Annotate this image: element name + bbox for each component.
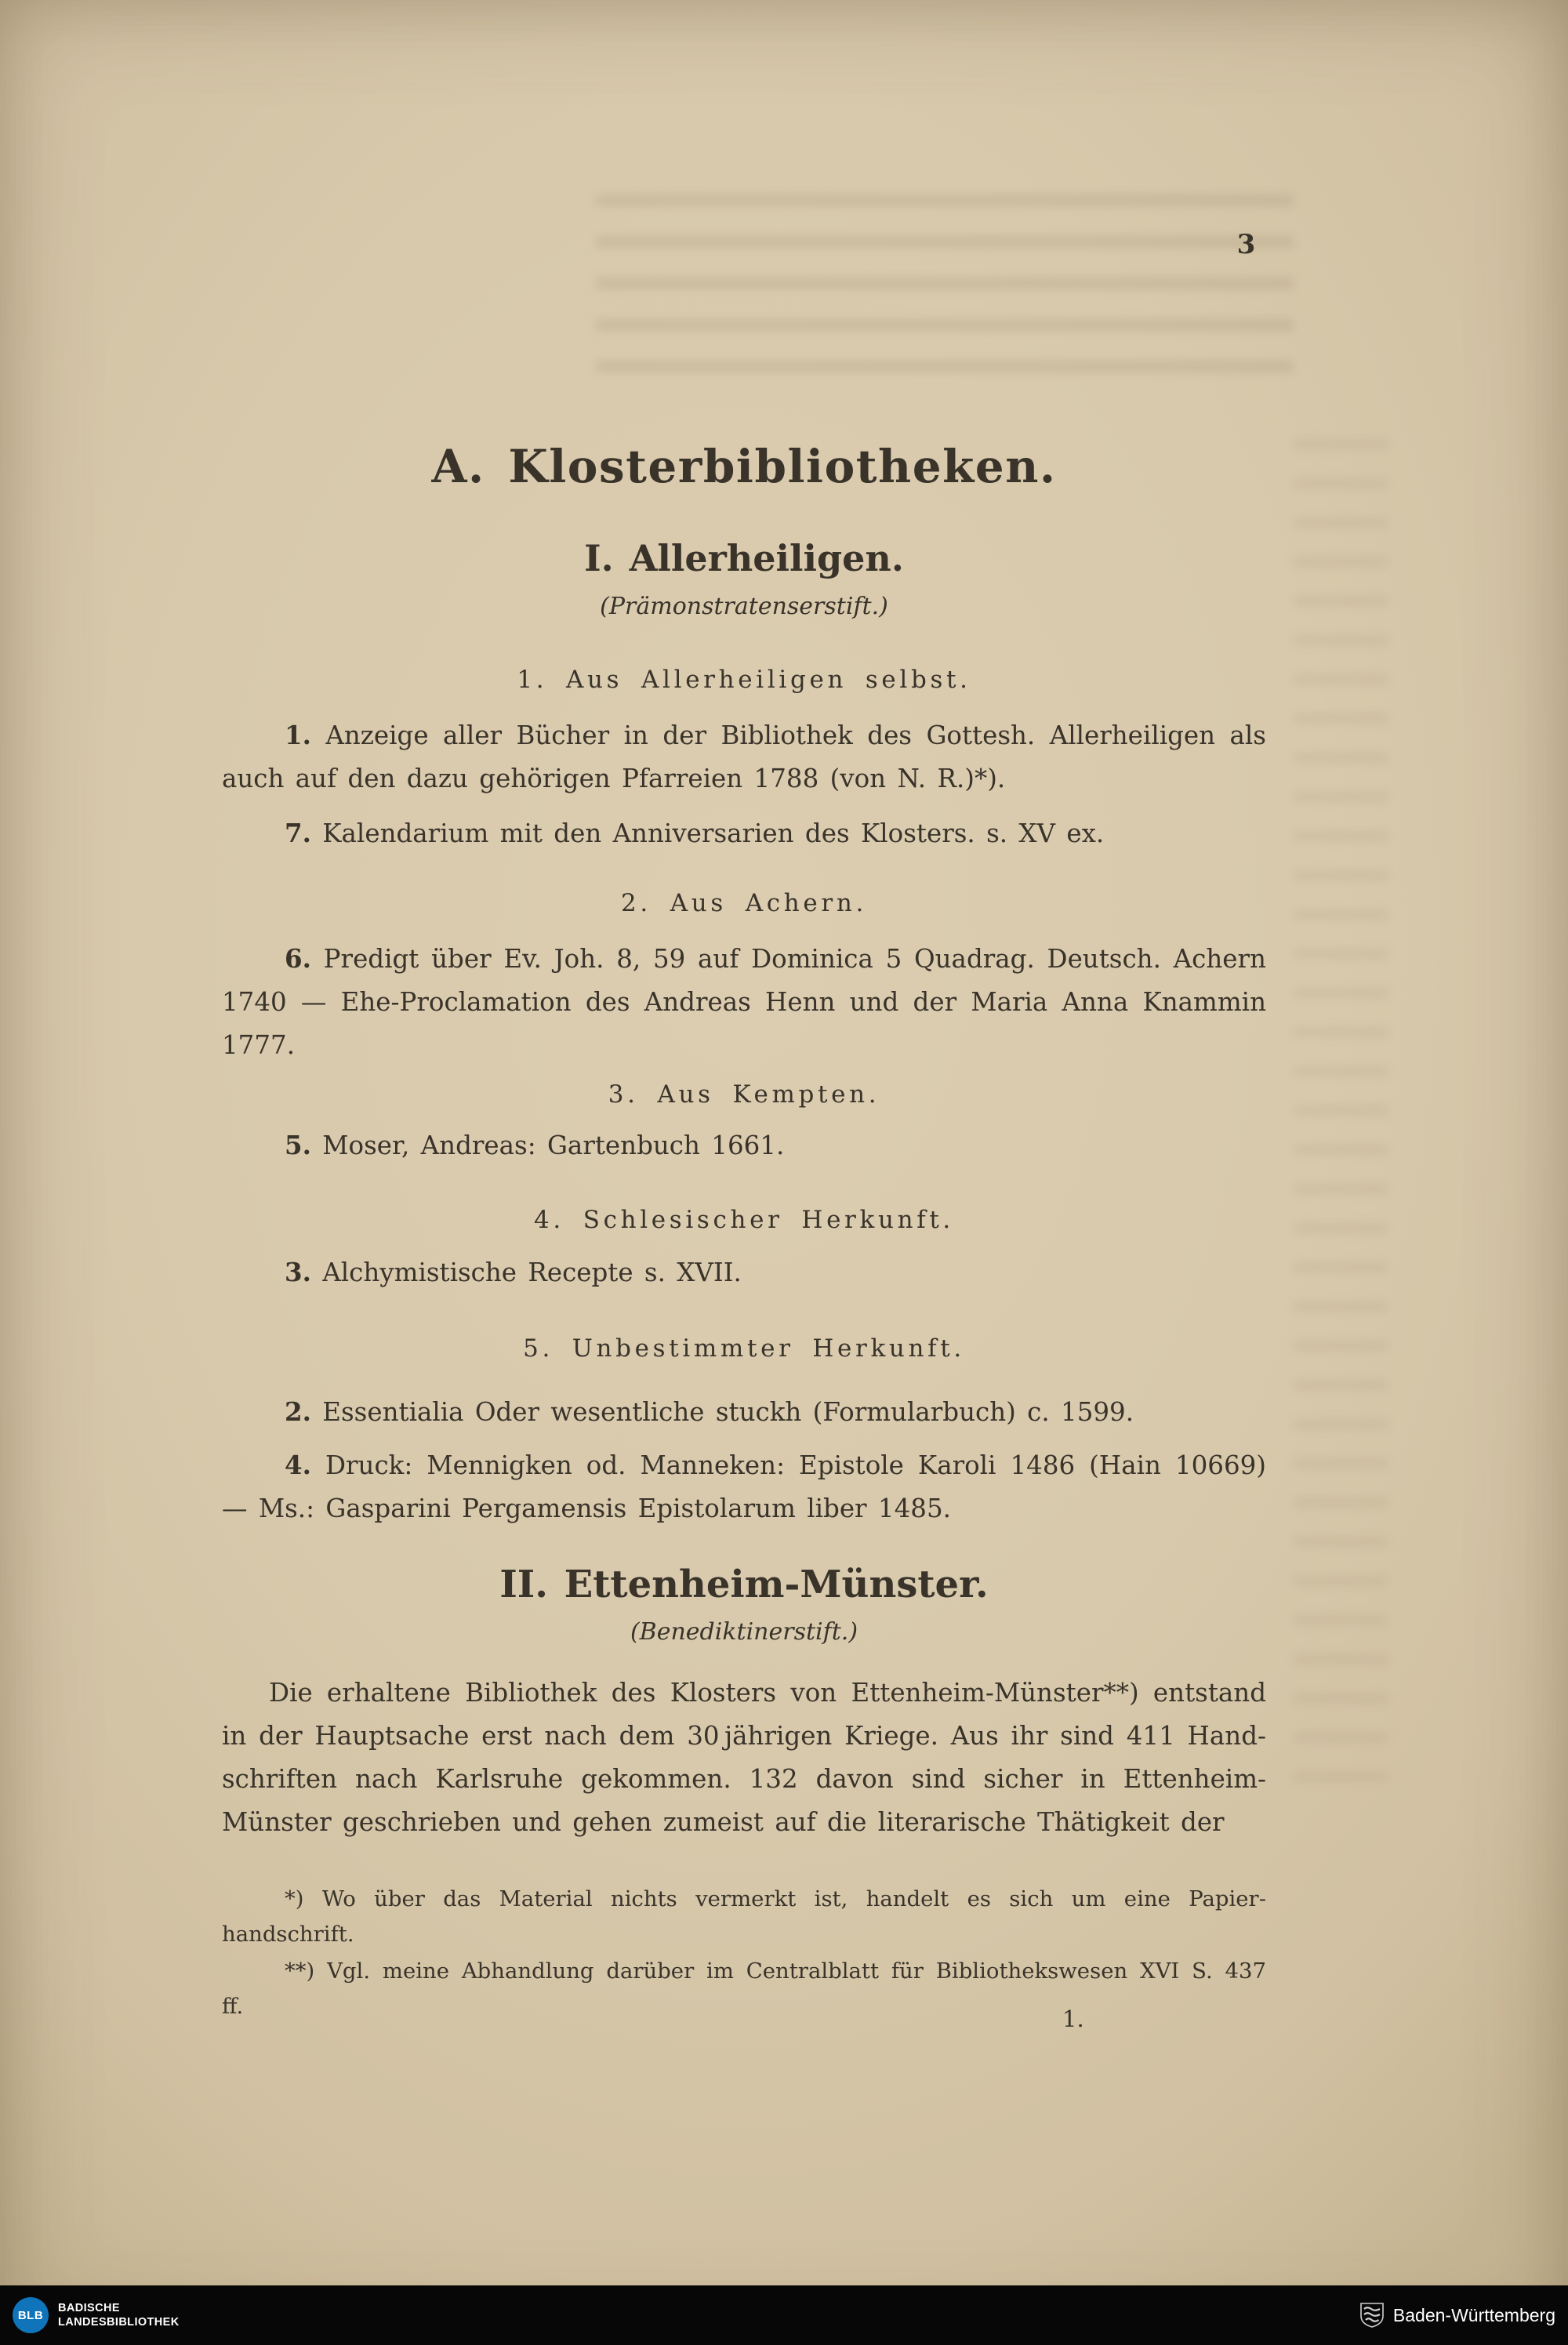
- footer-right-group: [1359, 2302, 1555, 2329]
- library-footer-bar: [0, 2285, 1568, 2345]
- page-number: 3: [1236, 229, 1257, 260]
- entry-text: Predigt über Ev. Joh. 8, 59 auf Dominica 5 Quadrag. Deutsch. Achern 1740 — Ehe-Proclamation des Andreas Henn und der Maria Anna Knammin 1777.: [222, 944, 1266, 1060]
- group-heading-aus-achern: 2. Aus Achern.: [621, 889, 867, 917]
- library-name: [58, 2301, 180, 2329]
- catalog-entry-7: [222, 811, 1266, 855]
- group-heading-schlesischer-herkunft: 4. Schlesischer Herkunft.: [534, 1206, 954, 1234]
- section-2-heading: II. Ettenheim-Münster.: [499, 1563, 989, 1606]
- entry-text: Druck: Mennigken od. Manneken: Epistole Karoli 1486 (Hain 10669) — Ms.: Gasparini Pergamensis Epistolarum liber 1485.: [222, 1450, 1266, 1523]
- sheet-signature-mark: 1.: [1062, 2006, 1084, 2032]
- catalog-entry-5: [222, 1123, 1266, 1167]
- group-heading-aus-kempten: 3. Aus Kempten.: [608, 1080, 880, 1109]
- group-heading-unbestimmter-herkunft: 5. Unbestimmter Herkunft.: [523, 1334, 965, 1363]
- entry-number: 7.: [285, 818, 311, 848]
- entry-number: 3.: [285, 1257, 311, 1287]
- group-heading-aus-allerheiligen: 1. Aus Allerheiligen selbst.: [517, 666, 971, 694]
- entry-number: 2.: [285, 1396, 311, 1427]
- entry-number: 4.: [285, 1450, 311, 1480]
- entry-number: 6.: [285, 943, 311, 974]
- blb-logo-text: BLB: [17, 2308, 44, 2322]
- footnote-marker: *): [285, 1886, 304, 1911]
- section-2-paragraph: Die erhaltene Bibliothek des Klosters von Ettenheim-Münster**) entstand in der Hauptsache erst nach dem 30 jährigen Kriege. Aus ihr sind 411 Handschriften nach Karlsruhe gekommen. 132 davon sind sicher in Ettenheim-Münster geschrieben und gehen zumeist auf die literarische Thätigkeit der: [222, 1678, 1266, 1837]
- section-2-subtitle: (Benediktinerstift.): [630, 1618, 858, 1646]
- catalog-entry-2: [222, 1390, 1266, 1434]
- entry-text: Moser, Andreas: Gartenbuch 1661.: [322, 1131, 785, 1160]
- catalog-entry-1: [222, 713, 1266, 800]
- catalog-entry-6: [222, 937, 1266, 1067]
- catalog-entry-4: [222, 1443, 1266, 1530]
- entry-text: Alchymistische Recepte s. XVII.: [322, 1258, 742, 1287]
- chapter-title: A. Klosterbibliotheken.: [431, 440, 1057, 493]
- bw-coat-of-arms-icon: [1359, 2302, 1385, 2329]
- section-1-subtitle: (Prämonstratenserstift.): [600, 593, 888, 620]
- region-label: Baden-Württemberg: [1392, 2304, 1555, 2325]
- catalog-entry-3: [222, 1251, 1266, 1294]
- library-name-line2: LANDESBIBLIOTHEK: [58, 2316, 180, 2329]
- page-text-block: [222, 0, 1266, 2024]
- entry-number: 1.: [285, 720, 311, 750]
- entry-text: Kalendarium mit den Anniversarien des Klosters. s. XV ex.: [322, 819, 1105, 848]
- footer-left-group: [13, 2297, 180, 2333]
- section-1-heading: I. Allerheiligen.: [584, 537, 904, 579]
- entry-text: Anzeige aller Bücher in der Bibliothek des Gottesh. Allerheiligen als auch auf den dazu gehörigen Pfarreien 1788 (von N. R.)*).: [222, 721, 1266, 793]
- ink-bleedthrough-right-margin: [1294, 439, 1388, 1811]
- blb-logo: [13, 2297, 49, 2333]
- footnote-1: [222, 1882, 1266, 1952]
- footnote-text: Wo über das Material nichts vermerkt ist, handelt es sich um eine Papierhandschrift.: [222, 1886, 1266, 1947]
- library-name-line1: BADISCHE: [58, 2302, 120, 2314]
- footnote-text: Vgl. meine Abhandlung darüber im Centralblatt für Bibliothekswesen XVI S. 437 ff.: [222, 1958, 1267, 2019]
- entry-text: Essentialia Oder wesentliche stuckh (Formularbuch) c. 1599.: [322, 1397, 1134, 1427]
- footnote-2: [222, 1954, 1266, 2024]
- footnote-marker: **): [285, 1958, 315, 1984]
- entry-number: 5.: [285, 1130, 311, 1160]
